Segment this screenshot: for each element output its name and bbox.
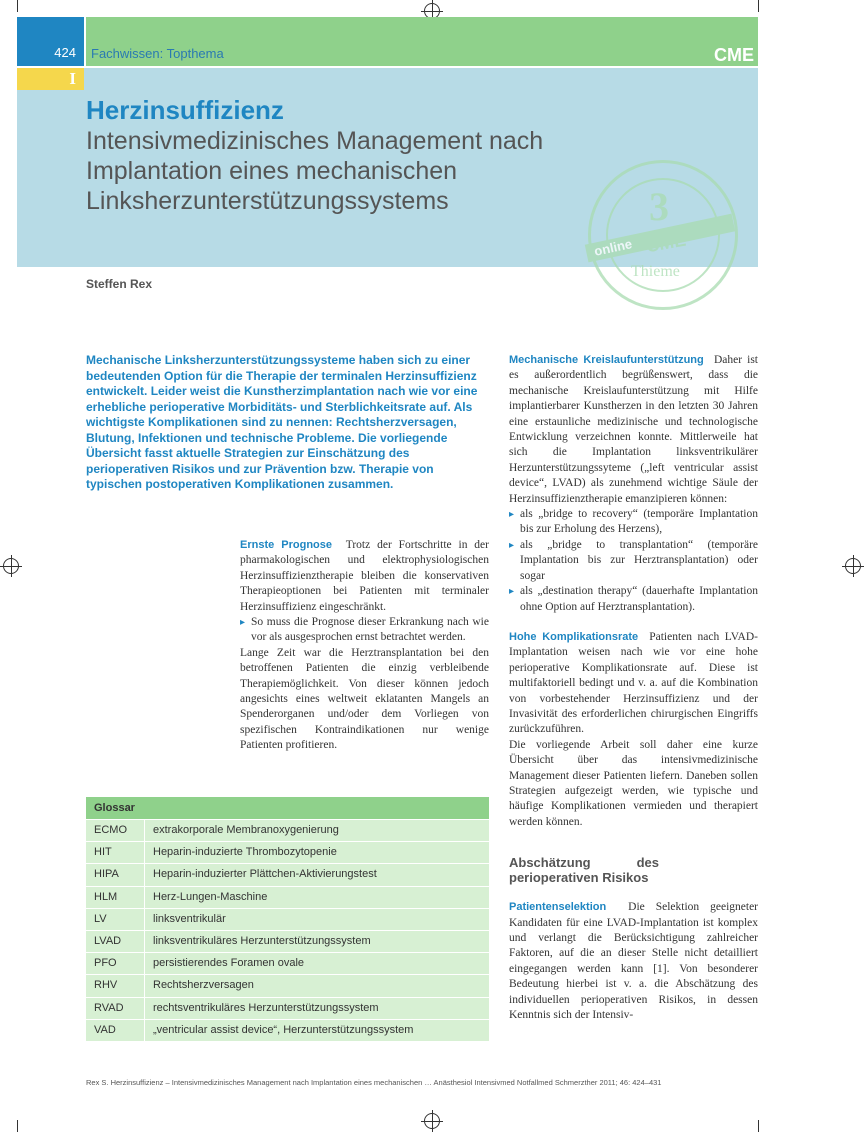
- paragraph: [240, 538, 489, 615]
- paragraph-keyword: Mechanische Kreislaufunterstützung: [509, 354, 704, 366]
- part-marker: I: [17, 68, 84, 90]
- stamp-band: online: [585, 214, 735, 263]
- glossary-title: Glossar: [86, 797, 489, 819]
- section-heading: Abschätzung des perioperativen Risikos: [509, 855, 659, 886]
- table-row: [86, 841, 489, 863]
- crop-mark: [758, 0, 759, 12]
- registration-mark-bottom: [424, 1113, 440, 1129]
- glossary-abbr: HLM: [86, 887, 145, 908]
- table-row: [86, 1019, 489, 1041]
- paragraph: [509, 900, 758, 1023]
- glossary-abbr: ECMO: [86, 820, 145, 841]
- glossary-definition: Rechtsherzversagen: [153, 979, 254, 992]
- paragraph: Die vorliegende Arbeit soll daher eine kurze Übersicht über das intensivmedizinische Management dieser Patienten liefern. Daneben sollen Strategien aufgezeigt werden, wie typische und häufige Komplikationen vermieden und therapiert werden können.: [509, 738, 758, 828]
- registration-mark-right: [845, 558, 861, 574]
- paragraph: [509, 630, 758, 738]
- table-row: [86, 974, 489, 996]
- crop-mark: [17, 0, 18, 12]
- crop-mark: [758, 1120, 759, 1132]
- glossary-abbr: RHV: [86, 975, 145, 996]
- table-row: [86, 952, 489, 974]
- glossary-abbr: HIT: [86, 842, 145, 863]
- bullet-item: ▸ als „bridge to transplantation“ (temporäre Implantation bis zur Herztransplantation) oder sogar: [509, 538, 758, 584]
- table-row: [86, 908, 489, 930]
- paragraph-text: Trotz der Fortschritte in der pharmakologischen und elektrophysiologischen Herzinsuffizienztherapie bleiben die konservativen Therapieoptionen bei Patienten mit terminaler Herzinsuffizienz eingeschränkt.: [240, 539, 489, 613]
- stamp-publisher: Thieme: [631, 263, 680, 280]
- bullet-list: [509, 507, 758, 615]
- bullet-item: ▸ als „destination therapy“ (dauerhafte Implantation ohne Option auf Herztransplantation).: [509, 584, 758, 615]
- table-row: [86, 863, 489, 885]
- section-label: Fachwissen: Topthema: [91, 46, 224, 61]
- glossary-definition: Heparin-induzierter Plättchen-Aktivierungstest: [153, 868, 377, 881]
- paragraph-text: Daher ist es außerordentlich begrüßenswert, dass die mechanische Kreislaufunterstützung mit Hilfe implantierbarer Kunstherzen in den letzten 30 Jahren eine erstaunliche medizinische und technologische Entwicklung verzeichnen konnte. Mittlerweile hat sich die Implantation linksventrikulärer Herzunterstützungssyteme („left ventricular assist device“, LVAD) als zunehmend wichtige Säule der Herzinsuffizienztherapie emanzipieren können:: [509, 354, 758, 505]
- stamp-cme: CME: [644, 229, 688, 257]
- registration-mark-left: [3, 558, 19, 574]
- glossary-abbr: HIPA: [86, 864, 145, 885]
- glossary-definition: linksventrikuläres Herzunterstützungssystem: [153, 934, 371, 947]
- glossary-definition: extrakorporale Membranoxygenierung: [153, 824, 339, 836]
- bullet-item: ▸ als „bridge to recovery“ (temporäre Implantation bis zur Erholung des Herzens),: [509, 507, 758, 538]
- table-row: [86, 819, 489, 841]
- crop-mark: [17, 1120, 18, 1132]
- cme-stamp: [588, 160, 738, 310]
- glossary-definition: rechtsventrikuläres Herzunterstützungssystem: [153, 1001, 379, 1014]
- glossary-abbr: LVAD: [86, 931, 145, 952]
- paragraph-keyword: Patientenselektion: [509, 901, 607, 914]
- glossary-definition: Heparin-induzierte Thrombozytopenie: [153, 846, 337, 859]
- article-subtitle: Intensivmedizinisches Management nach Implantation eines mechanischen Linksherzunterstützungssystems: [86, 127, 544, 215]
- glossary-abbr: PFO: [86, 953, 145, 974]
- cme-label: CME: [714, 45, 754, 65]
- author: Steffen Rex: [86, 277, 153, 291]
- bullet-list: [240, 615, 489, 646]
- table-row: [86, 930, 489, 952]
- glossary-definition: persistierendes Foramen ovale: [153, 957, 305, 970]
- glossary-definition: linksventrikulär: [153, 912, 226, 925]
- citation-footer: Rex S. Herzinsuffizienz – Intensivmedizinisches Management nach Implantation eines mechanischen … Anästhesiol Intensivmed Notfallmed Schmerzther 2011; 46: 424–431: [86, 1078, 662, 1087]
- paragraph-keyword: Ernste Prognose: [240, 539, 333, 551]
- page-number: 424: [17, 17, 84, 66]
- glossary-abbr: RVAD: [86, 998, 145, 1019]
- paragraph-text: Patienten nach LVAD-Implantation weisen nach wie vor eine hohe perioperative Komplikationsrate auf. Diese ist multifaktoriell bedingt und v. a. auf die Kombination von vorbestehender Herzinsuffizienz und der Invasivität des erforderlichen chirurgischen Eingriffs zurückzuführen.: [509, 630, 758, 736]
- glossary-abbr: VAD: [86, 1020, 145, 1041]
- glossary-definition: „ventricular assist device“, Herzunterstützungssystem: [153, 1023, 414, 1036]
- article-title: Herzinsuffizienz: [86, 95, 284, 125]
- glossary-abbr: LV: [86, 909, 145, 930]
- table-row: [86, 886, 489, 908]
- right-column: [509, 353, 758, 1023]
- paragraph: Lange Zeit war die Herztransplantation bei den betroffenen Patienten die einzig verbleibende Therapiemöglichkeit. Von dieser können jedoch angesichts eines weltweit eklatanten Mangels an Spenderorganen und/oder dem Vorliegen von spezifischen Kontraindikationen nur wenige Patienten profitieren.: [240, 646, 489, 752]
- abstract: Mechanische Linksherzunterstützungssysteme haben sich zu einer bedeutenden Option für die Therapie der terminalen Herzinsuffizienz entwickelt. Leider weist die Kunstherzimplantation nach wie vor eine erhebliche perioperative Morbiditäts- und Sterblichkeitsrate auf. Als wichtigste Komplikationen sind zu nennen: Rechtsherzversagen, Blutung, Infektionen und technische Probleme. Die vorliegende Übersicht fasst aktuelle Strategien zur Einschätzung des perioperativen Risikos und zur Prävention bzw. Therapie von typischen postoperativen Komplikationen zusammen.: [86, 353, 478, 491]
- paragraph-keyword: Hohe Komplikationsrate: [509, 630, 639, 643]
- glossary-table: [86, 797, 489, 1041]
- table-row: [86, 997, 489, 1019]
- bullet-item: ▸ So muss die Prognose dieser Erkrankung nach wie vor als ausgesprochen ernst betrachtet werden.: [240, 615, 489, 646]
- middle-column: [240, 538, 489, 754]
- glossary-definition: Herz-Lungen-Maschine: [153, 890, 268, 903]
- paragraph-text: Die Selektion geeigneter Kandidaten für eine LVAD-Implantation ist komplex und verlangt die Berücksichtigung zahlreicher Faktoren, auf die an dieser Stelle nicht detailliert eingegangen werden kann [1]. Von besonderer Bedeutung hierbei ist v. a. die Abschätzung des individuellen perioperativen Risikos, in dessen Kenntnis sich der Intensiv-: [509, 901, 759, 1022]
- stamp-number: 3: [649, 184, 669, 229]
- paragraph: [509, 353, 758, 507]
